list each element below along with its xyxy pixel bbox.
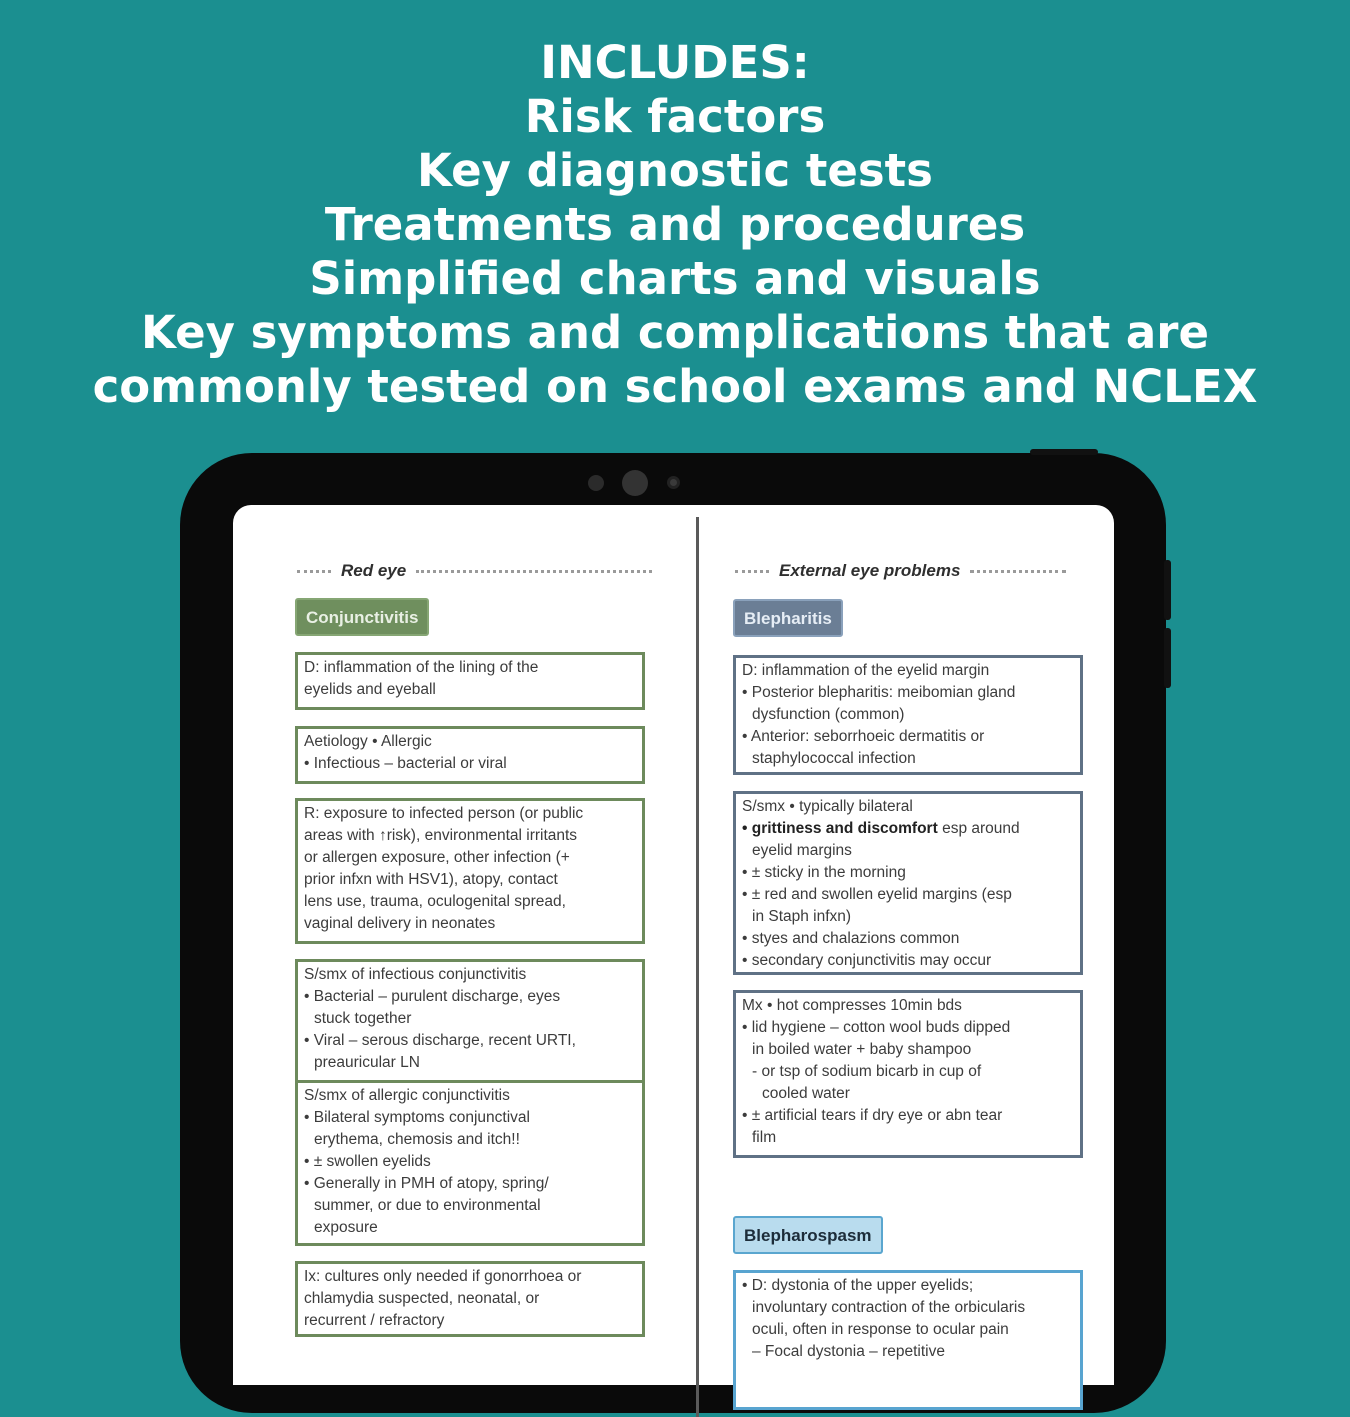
note-line: stuck together bbox=[314, 1010, 412, 1027]
note-line: • lid hygiene – cotton wool buds dipped bbox=[742, 1019, 1011, 1036]
note-line: erythema, chemosis and itch!! bbox=[314, 1131, 520, 1148]
tablet-screen[interactable] bbox=[233, 505, 1114, 1385]
page-divider bbox=[696, 517, 699, 1417]
note-line: S/smx of allergic conjunctivitis bbox=[304, 1087, 510, 1104]
note-line: summer, or due to environmental bbox=[314, 1197, 541, 1214]
note-line: • Bacterial – purulent discharge, eyes bbox=[304, 988, 561, 1005]
note-line: Mx • hot compresses 10min bds bbox=[742, 997, 962, 1014]
headline-line-3: Key diagnostic tests bbox=[417, 144, 933, 197]
note-line: recurrent / refractory bbox=[304, 1312, 445, 1329]
section-title-external-eye bbox=[735, 561, 1066, 581]
note-box bbox=[733, 990, 1083, 1158]
camera-icon bbox=[622, 470, 648, 496]
note-box bbox=[295, 1261, 645, 1337]
note-line: cooled water bbox=[762, 1085, 850, 1102]
note-line: vaginal delivery in neonates bbox=[304, 915, 496, 932]
heading-blepharospasm: Blepharospasm bbox=[733, 1216, 883, 1254]
note-box bbox=[295, 726, 645, 784]
note-box bbox=[295, 1080, 645, 1246]
note-box bbox=[295, 798, 645, 944]
note-line: preauricular LN bbox=[314, 1054, 420, 1071]
note-box bbox=[733, 1270, 1083, 1410]
note-line: in boiled water + baby shampoo bbox=[752, 1041, 972, 1058]
note-line: R: exposure to infected person (or public bbox=[304, 805, 584, 822]
note-line: • Posterior blepharitis: meibomian gland bbox=[742, 684, 1016, 701]
note-line: • Bilateral symptoms conjunctival bbox=[304, 1109, 530, 1126]
note-line: S/smx • typically bilateral bbox=[742, 798, 913, 815]
heading-blepharitis: Blepharitis bbox=[733, 599, 843, 637]
note-line: Aetiology • Allergic bbox=[304, 733, 432, 750]
headline-line-7: commonly tested on school exams and NCLEX bbox=[92, 360, 1258, 413]
note-line: D: inflammation of the lining of the bbox=[304, 659, 539, 676]
note-line: film bbox=[752, 1129, 777, 1146]
note-line: eyelids and eyeball bbox=[304, 681, 436, 698]
note-line: chlamydia suspected, neonatal, or bbox=[304, 1290, 540, 1307]
note-line: prior infxn with HSV1), atopy, contact bbox=[304, 871, 558, 888]
note-line: staphylococcal infection bbox=[752, 750, 916, 767]
note-line: D: inflammation of the eyelid margin bbox=[742, 662, 990, 679]
section-title-text: Red eye bbox=[341, 561, 407, 580]
note-line: Ix: cultures only needed if gonorrhoea or bbox=[304, 1268, 582, 1285]
note-box bbox=[295, 959, 645, 1083]
note-line: • ± artificial tears if dry eye or abn tear bbox=[742, 1107, 1003, 1124]
note-line: S/smx of infectious conjunctivitis bbox=[304, 966, 527, 983]
section-title-red-eye bbox=[297, 561, 652, 581]
headline-line-4: Treatments and procedures bbox=[324, 198, 1026, 251]
section-title-text: External eye problems bbox=[779, 561, 961, 580]
heading-conjunctivitis: Conjunctivitis bbox=[295, 598, 429, 636]
note-line: exposure bbox=[314, 1219, 378, 1236]
sensor-icon bbox=[588, 475, 604, 491]
light-sensor-icon bbox=[667, 476, 680, 489]
note-line: or allergen exposure, other infection (+ bbox=[304, 849, 570, 866]
volume-down-button[interactable] bbox=[1164, 628, 1171, 688]
note-box bbox=[733, 791, 1083, 975]
note-line: eyelid margins bbox=[752, 842, 852, 859]
headline-line-6: Key symptoms and complications that are bbox=[141, 306, 1209, 359]
note-line: involuntary contraction of the orbicularis bbox=[752, 1299, 1026, 1316]
note-box bbox=[295, 652, 645, 710]
note-line: • D: dystonia of the upper eyelids; bbox=[742, 1277, 974, 1294]
note-box bbox=[733, 655, 1083, 775]
note-line: oculi, often in response to ocular pain bbox=[752, 1321, 1009, 1338]
note-line: esp around bbox=[942, 820, 1020, 837]
note-line: areas with ↑risk), environmental irritants bbox=[304, 827, 578, 844]
note-line: - or tsp of sodium bicarb in cup of bbox=[752, 1063, 982, 1080]
note-line: in Staph infxn) bbox=[752, 908, 852, 925]
headline-line-5: Simplified charts and visuals bbox=[309, 252, 1041, 305]
note-line: • ± sticky in the morning bbox=[742, 864, 906, 881]
power-button[interactable] bbox=[1030, 449, 1098, 455]
note-line: dysfunction (common) bbox=[752, 706, 905, 723]
note-emphasis: • grittiness and discomfort bbox=[742, 820, 938, 837]
headline-line-2: Risk factors bbox=[524, 90, 826, 143]
note-line: • Generally in PMH of atopy, spring/ bbox=[304, 1175, 549, 1192]
note-line: • ± red and swollen eyelid margins (esp bbox=[742, 886, 1012, 903]
headline bbox=[0, 36, 1350, 414]
note-line: • Infectious – bacterial or viral bbox=[304, 755, 507, 772]
headline-line-1: INCLUDES: bbox=[540, 36, 810, 89]
note-line: • Viral – serous discharge, recent URTI, bbox=[304, 1032, 576, 1049]
note-line: • Anterior: seborrhoeic dermatitis or bbox=[742, 728, 985, 745]
note-line: • secondary conjunctivitis may occur bbox=[742, 952, 992, 969]
volume-up-button[interactable] bbox=[1164, 560, 1171, 620]
note-line: • ± swollen eyelids bbox=[304, 1153, 431, 1170]
note-line: lens use, trauma, oculogenital spread, bbox=[304, 893, 566, 910]
note-line: – Focal dystonia – repetitive bbox=[752, 1343, 945, 1360]
note-line: • styes and chalazions common bbox=[742, 930, 960, 947]
